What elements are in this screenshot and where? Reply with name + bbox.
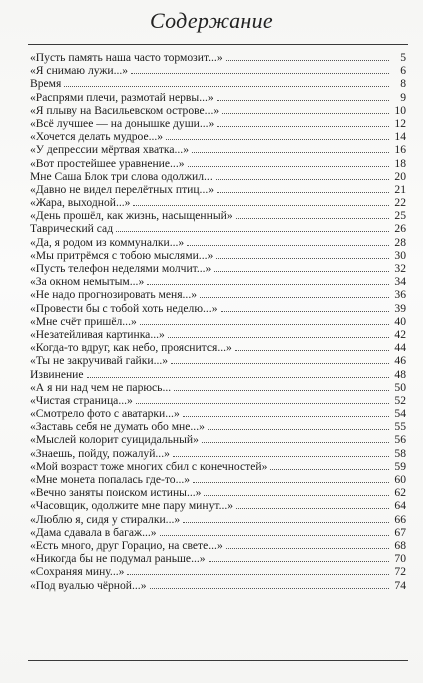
- toc-entry: [30, 328, 406, 341]
- toc-entry-page-number: 74: [394, 578, 406, 592]
- toc-entry-title: «Под вуалью чёрной...»: [30, 578, 147, 592]
- toc-entry-page-number: 40: [394, 314, 406, 328]
- toc-entry-title: «Знаешь, пойду, пожалуй...»: [30, 446, 170, 460]
- toc-entry-title: «Незатейливая картинка...»: [30, 327, 165, 341]
- toc-entry-page-number: 9: [400, 90, 406, 104]
- toc-entry-title: «Распрями плечи, размотай нервы...»: [30, 90, 214, 104]
- toc-entry-page-number: 25: [394, 209, 406, 223]
- toc-entry-title: «Жара, выходной...»: [30, 196, 131, 210]
- toc-entry-title: Извинение: [30, 367, 84, 381]
- toc-entry: [30, 288, 406, 301]
- toc-entry-page-number: 39: [394, 301, 406, 315]
- toc-entry: [30, 579, 406, 592]
- dot-leader: [168, 337, 389, 338]
- dot-leader: [193, 482, 389, 483]
- toc-entry: [30, 565, 406, 578]
- dot-leader: [226, 548, 389, 549]
- toc-entry-page-number: 46: [394, 354, 406, 368]
- dot-leader: [200, 297, 389, 298]
- toc-entry-title: Таврический сад: [30, 222, 114, 236]
- toc-entry-title: «У депрессии мёртвая хватка...»: [30, 143, 190, 157]
- dot-leader: [136, 403, 389, 404]
- toc-entry-page-number: 26: [394, 222, 406, 236]
- toc-entry-page-number: 72: [394, 565, 406, 579]
- dot-leader: [216, 179, 389, 180]
- toc-entry-page-number: 6: [400, 64, 406, 78]
- dot-leader: [216, 258, 389, 259]
- toc-entry-page-number: 50: [394, 380, 406, 394]
- toc-entry-title: «Смотрело фото с аватарки...»: [30, 407, 180, 421]
- toc-entry-title: «Сохраняя мину...»: [30, 565, 125, 579]
- toc-entry: [30, 552, 406, 565]
- dot-leader: [166, 139, 389, 140]
- dot-leader: [171, 363, 389, 364]
- toc-entry-page-number: 67: [394, 525, 406, 539]
- toc-entry-title: «Всё лучшее — на донышке души...»: [30, 116, 215, 130]
- bottom-divider: [28, 660, 408, 661]
- toc-entry-page-number: 34: [394, 275, 406, 289]
- toc-entry: [30, 526, 406, 539]
- dot-leader: [183, 522, 389, 523]
- toc-entry-title: «Дама сдавала в багаж...»: [30, 525, 157, 539]
- dot-leader: [116, 231, 389, 232]
- dot-leader: [173, 456, 389, 457]
- toc-entry-page-number: 10: [394, 103, 406, 117]
- dot-leader: [236, 508, 389, 509]
- toc-entry-page-number: 68: [394, 538, 406, 552]
- dot-leader: [270, 469, 389, 470]
- page-title: Содержание: [149, 8, 273, 33]
- dot-leader: [208, 429, 389, 430]
- toc-entry-page-number: 54: [394, 407, 406, 421]
- toc-entry-page-number: 16: [394, 143, 406, 157]
- toc-entry-page-number: 12: [394, 116, 406, 130]
- toc-entry: [30, 499, 406, 512]
- toc-entry-page-number: 64: [394, 499, 406, 513]
- toc-entry-title: «Провести бы с тобой хоть неделю...»: [30, 301, 218, 315]
- toc-entry: [30, 196, 406, 209]
- dot-leader: [188, 166, 389, 167]
- toc-entry: [30, 262, 406, 275]
- toc-entry: [30, 143, 406, 156]
- toc-entry-title: «Никогда бы не подумал раньше...»: [30, 552, 206, 566]
- toc-entry-title: «Не надо прогнозировать меня...»: [30, 288, 198, 302]
- dot-leader: [192, 152, 389, 153]
- toc-entry-page-number: 55: [394, 420, 406, 434]
- toc-entry-page-number: 56: [394, 433, 406, 447]
- toc-entry: [30, 91, 406, 104]
- dot-leader: [214, 271, 389, 272]
- toc-entry-page-number: 28: [394, 235, 406, 249]
- toc-entry-title: «Хочется делать мудрое...»: [30, 130, 164, 144]
- dot-leader: [209, 561, 389, 562]
- toc-entry-title: «Люблю я, сидя у стиралки...»: [30, 512, 181, 526]
- toc-entry: [30, 513, 406, 526]
- dot-leader: [204, 495, 389, 496]
- toc-entry-title: Мне Саша Блок три слова одолжил...: [30, 169, 213, 183]
- dot-leader: [183, 416, 389, 417]
- dot-leader: [226, 60, 389, 61]
- toc-entry-page-number: 14: [394, 130, 406, 144]
- toc-entry: [30, 275, 406, 288]
- toc-entry: [30, 315, 406, 328]
- toc-entry-title: «Мыслей колорит суицидальный»: [30, 433, 199, 447]
- toc-entry-page-number: 58: [394, 446, 406, 460]
- toc-entry: [30, 420, 406, 433]
- toc-entry-title: «Вечно заняты поиском истины...»: [30, 486, 202, 500]
- dot-leader: [150, 588, 389, 589]
- toc-entry-title: «Я плыву на Васильевском острове...»: [30, 103, 220, 117]
- toc-entry-title: «Мне счёт пришёл...»: [30, 314, 137, 328]
- toc-entry: [30, 77, 406, 90]
- toc-entry-page-number: 22: [394, 196, 406, 210]
- toc-entry-title: «Давно не видел перелётных птиц...»: [30, 182, 215, 196]
- dot-leader: [147, 284, 389, 285]
- toc-entry-title: «Пусть память наша часто тормозит...»: [30, 51, 223, 64]
- toc-entry-page-number: 21: [394, 182, 406, 196]
- toc-entry-title: «Пусть телефон неделями молчит...»: [30, 262, 212, 275]
- toc-entry-page-number: 59: [394, 459, 406, 473]
- toc-entry-page-number: 18: [394, 156, 406, 170]
- toc-entry: [30, 381, 406, 394]
- toc-entry: [30, 539, 406, 552]
- toc-entry-title: «Вот простейшее уравнение...»: [30, 156, 185, 170]
- toc-entry: [30, 433, 406, 446]
- dot-leader: [235, 350, 389, 351]
- dot-leader: [236, 218, 389, 219]
- dot-leader: [217, 100, 389, 101]
- dot-leader: [131, 73, 389, 74]
- toc-entry-page-number: 66: [394, 512, 406, 526]
- dot-leader: [140, 324, 389, 325]
- toc-entry-title: «Есть много, друг Горацио, на свете...»: [30, 538, 223, 552]
- dot-leader: [217, 126, 389, 127]
- toc-entry-page-number: 8: [400, 77, 406, 91]
- dot-leader: [221, 311, 390, 312]
- toc-entry-page-number: 70: [394, 552, 406, 566]
- toc-entry-page-number: 52: [394, 393, 406, 407]
- toc-entry-page-number: 36: [394, 288, 406, 302]
- toc-entry: [30, 170, 406, 183]
- toc-entry-page-number: 60: [394, 473, 406, 486]
- toc-entry: [30, 64, 406, 77]
- toc-entry-title: «За окном немытым...»: [30, 275, 145, 289]
- toc-entry-title: «Мой возраст тоже многих сбил с конечностей»: [30, 459, 268, 473]
- toc-entry-page-number: 48: [394, 367, 406, 381]
- toc-entry-title: «А я ни над чем не парюсь...: [30, 380, 172, 394]
- top-divider: [28, 44, 408, 45]
- dot-leader: [64, 86, 389, 87]
- toc-entry-page-number: 44: [394, 341, 406, 355]
- dot-leader: [217, 192, 389, 193]
- toc-entry: [30, 104, 406, 117]
- toc-entry-title: «День прошёл, как жизнь, насыщенный»: [30, 209, 233, 223]
- toc-entry: [30, 460, 406, 473]
- dot-leader: [127, 574, 389, 575]
- toc-entry-title: «Мы притрёмся с тобою мыслями...»: [30, 248, 214, 262]
- toc-entry-title: «Заставь себя не думать обо мне...»: [30, 420, 205, 434]
- toc-entry: [30, 394, 406, 407]
- toc-entry-page-number: 32: [394, 262, 406, 275]
- toc-entry: [30, 117, 406, 130]
- toc-entry-title: «Когда-то вдруг, как небо, прояснится...»: [30, 341, 232, 355]
- toc-entry-page-number: 42: [394, 327, 406, 341]
- toc-entry: [30, 209, 406, 222]
- toc-entry: [30, 130, 406, 143]
- toc-entry-title: «Я снимаю лужи...»: [30, 64, 129, 78]
- toc-entry: [30, 368, 406, 381]
- toc-entry: [30, 236, 406, 249]
- toc-entry: [30, 341, 406, 354]
- dot-leader: [87, 377, 389, 378]
- toc-entry: [30, 157, 406, 170]
- toc-entry: [30, 354, 406, 367]
- toc-entry: [30, 447, 406, 460]
- dot-leader: [187, 245, 389, 246]
- toc-entry-page-number: 30: [394, 248, 406, 262]
- dot-leader: [222, 113, 389, 114]
- dot-leader: [202, 442, 389, 443]
- toc-entry-page-number: 5: [400, 51, 406, 64]
- toc-entry-title: «Ты не закручивай гайки...»: [30, 354, 169, 368]
- toc-entry: [30, 473, 406, 486]
- dot-leader: [174, 390, 389, 391]
- toc-entry-title: «Да, я родом из коммуналки...»: [30, 235, 185, 249]
- toc-entry-title: «Чистая страница...»: [30, 393, 133, 407]
- toc-entry-page-number: 62: [394, 486, 406, 500]
- dot-leader: [133, 205, 389, 206]
- toc-entry-title: Время: [30, 77, 62, 91]
- dot-leader: [160, 535, 389, 536]
- toc-entry-title: «Мне монета попалась где-то...»: [30, 473, 191, 486]
- toc-entry: [30, 222, 406, 235]
- toc-entry: [30, 183, 406, 196]
- toc-entry: [30, 486, 406, 499]
- table-of-contents: [30, 51, 406, 592]
- toc-entry: [30, 51, 406, 64]
- toc-entry: [30, 249, 406, 262]
- toc-entry-title: «Часовщик, одолжите мне пару минут...»: [30, 499, 234, 513]
- toc-entry-page-number: 20: [394, 169, 406, 183]
- toc-entry: [30, 302, 406, 315]
- toc-entry: [30, 407, 406, 420]
